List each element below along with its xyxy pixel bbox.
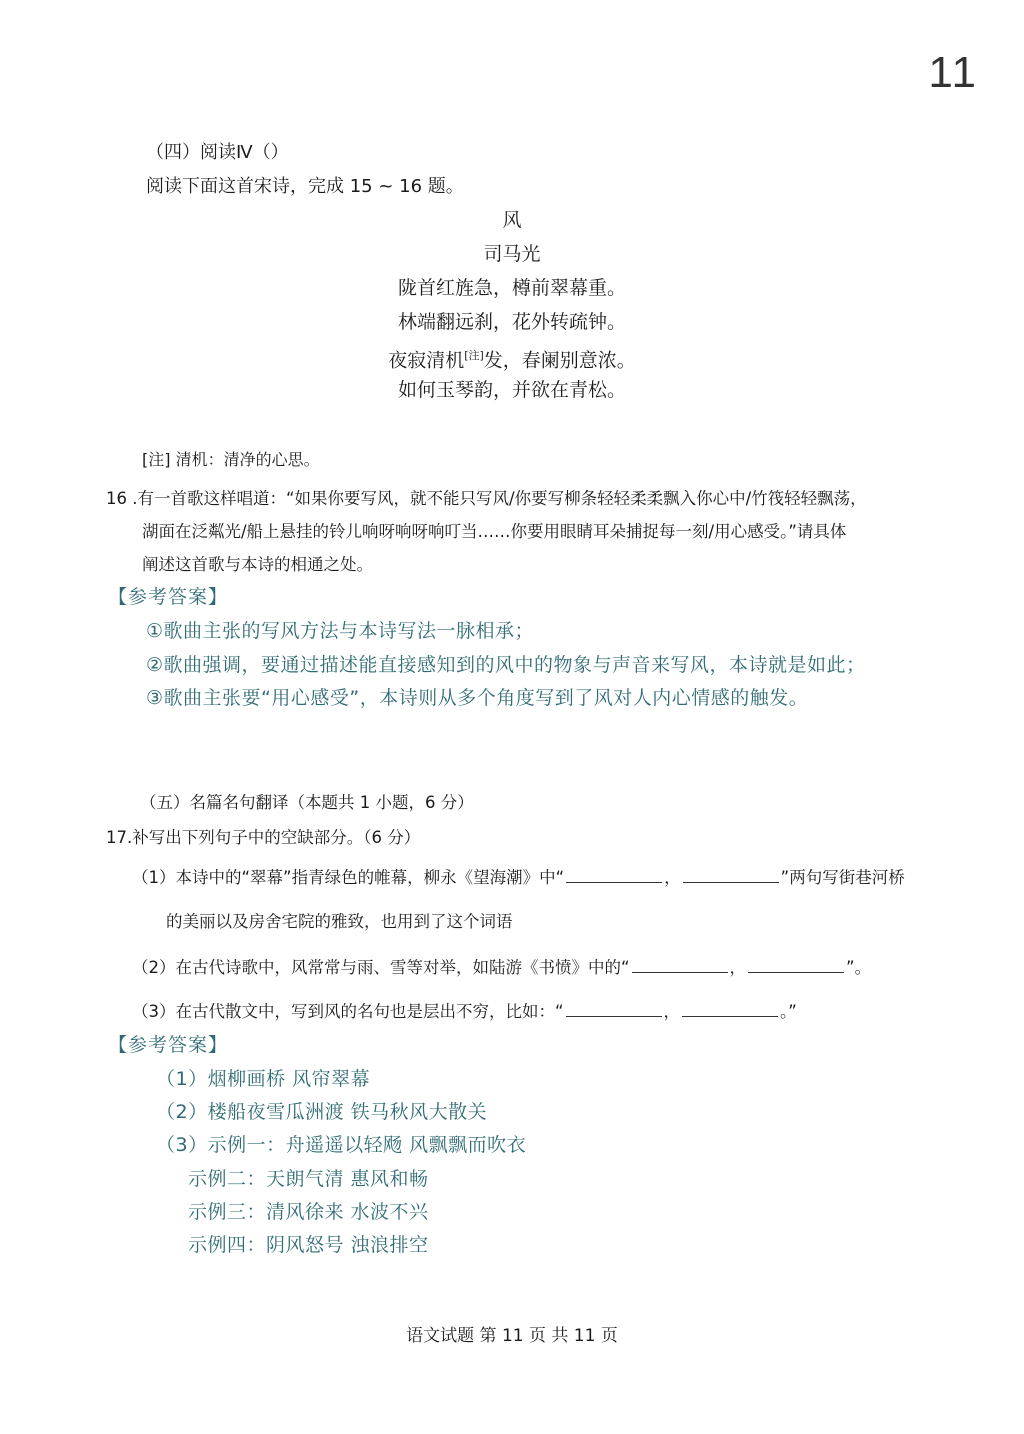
q17-2-text-a: （2）在古代诗歌中，风常常与雨、雪等对举，如陆游《书愤》中的“ [132,958,630,977]
blank-1a[interactable] [566,864,662,883]
q17-1-continuation: 的美丽以及房舍宅院的雅致，也用到了这个词语 [166,912,513,931]
q16-line-1: 16 .有一首歌这样唱道：“如果你要写风，就不能只写风/你要写柳条轻轻柔柔飘入你心中/竹筏轻轻飘荡， [106,489,867,508]
answer-17-3: （3）示例一：舟遥遥以轻飏 风飘飘而吹衣 [156,1134,527,1156]
poem-title: 风 [502,209,522,231]
q17-1-text-a: （1）本诗中的“翠幕”指青绿色的帷幕，柳永《望海潮》中“ [132,868,565,887]
blank-3b[interactable] [682,998,778,1017]
poem-line-3 [0,344,1024,372]
answer-16-2: ②歌曲强调，要通过描述能直接感知到的风中的物象与声音来写风，本诗就是如此； [146,654,866,676]
blank-3a[interactable] [566,998,662,1017]
poem-line-1: 陇首红旌急，樽前翠幕重。 [397,277,626,299]
q17-1-sep: ， [664,868,681,887]
q17-1-text-b: ”两句写街巷河桥 [780,868,905,887]
answer-17-2: （2）楼船夜雪瓜洲渡 铁马秋风大散关 [156,1101,488,1123]
answer-17-example-2: 示例二：天朗气清 惠风和畅 [188,1168,429,1190]
q17-2-text-b: ”。 [846,958,872,977]
answer-17-example-4: 示例四：阴风怒号 浊浪排空 [188,1234,429,1256]
q17-stem: 17.补写出下列句子中的空缺部分。（6 分） [106,828,421,847]
section4-heading: （四）阅读Ⅳ（） [146,142,289,163]
answer-17-example-3: 示例三：清风徐来 水波不兴 [188,1201,429,1223]
blank-1b[interactable] [683,864,779,883]
answer-16-3: ③歌曲主张要“用心感受”，本诗则从多个角度写到了风对人内心情感的触发。 [146,687,809,709]
answer-16-1: ①歌曲主张的写风方法与本诗写法一脉相承； [146,620,535,642]
answer-17-1: （1）烟柳画桥 风帘翠幕 [156,1068,371,1090]
section5-heading: （五）名篇名句翻译（本题共 1 小题，6 分） [140,793,474,812]
q17-2-sep: ， [729,958,747,977]
q17-item-3 [132,998,797,1022]
poem-author: 司马光 [483,243,541,265]
poem-line-4: 如何玉琴韵，并欲在青松。 [397,379,626,401]
blank-2b[interactable] [748,954,844,973]
q17-item-2 [132,954,871,978]
q16-line-2: 湖面在泛粼光/船上悬挂的铃儿响呀响呀响叮当……你要用眼睛耳朵捕捉每一刻/用心感受。”请具体 [142,522,847,541]
q17-3-sep: ， [663,1002,681,1021]
answer-title-16: 【参考答案】 [108,586,229,608]
poem-line-3-start: 夜寂清机 [388,349,465,372]
q17-3-text-b: 。” [780,1002,797,1021]
q16-line-3: 阐述这首歌与本诗的相通之处。 [142,555,373,574]
q17-3-text-a: （3）在古代散文中，写到风的名句也是层出不穷，比如：“ [132,1002,564,1021]
page-footer: 语文试题 第 11 页 共 11 页 [406,1326,618,1346]
q17-item-1 [132,864,905,888]
poem-line-2: 林端翻远刹，花外转疏钟。 [397,311,626,333]
page-number: 11 [928,48,978,97]
answer-title-17: 【参考答案】 [108,1034,229,1056]
blank-2a[interactable] [632,954,728,973]
poem-note: [注] 清机：清净的心思。 [142,450,320,469]
poem-line-3-end: 发，春阑别意浓。 [483,349,636,372]
note-marker: [注] [464,349,484,362]
section4-instruction: 阅读下面这首宋诗，完成 15 ~ 16 题。 [146,176,464,197]
